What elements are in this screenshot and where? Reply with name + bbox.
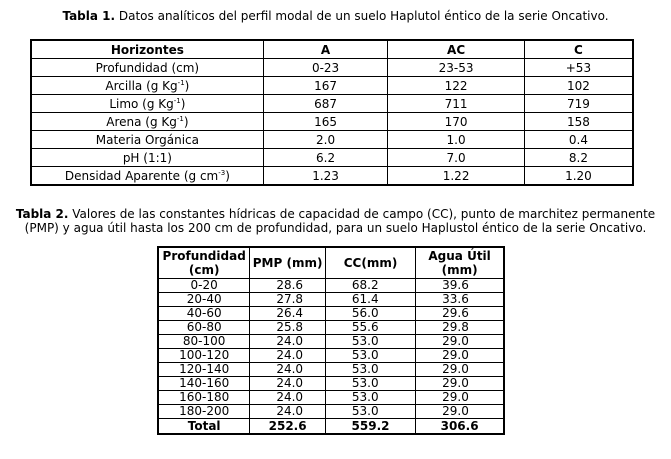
table2-cell-cc: 68.2	[325, 279, 415, 293]
table2-row	[158, 335, 504, 349]
table1-property-label-end: )	[180, 96, 186, 111]
table1-cell-ac: 1.22	[388, 167, 525, 186]
table1-caption-text: Datos analíticos del perfil modal de un suelo Haplutol éntico de la serie Oncativo.	[115, 9, 609, 23]
table1-property-label: Arena (g Kg	[106, 114, 177, 129]
table2-total-pmp: 252.6	[250, 419, 326, 435]
table1-property-label: Arcilla (g Kg	[105, 78, 178, 93]
table1-property-label: Limo (g Kg	[109, 96, 174, 111]
table2-cell-pmp: 24.0	[250, 363, 326, 377]
table2-header-cc: CC(mm)	[325, 247, 415, 279]
table2-cell-cc: 55.6	[325, 321, 415, 335]
table1-cell-c: 102	[524, 77, 633, 95]
table1-cell-c: 1.20	[524, 167, 633, 186]
table1-cell-property	[31, 113, 263, 131]
table1-cell-a: 2.0	[263, 131, 388, 149]
table1-cell-a: 165	[263, 113, 388, 131]
table2-total-label: Total	[158, 419, 250, 435]
table2-caption-text: Valores de las constantes hídricas de capacidad de campo (CC), punto de marchitez permanente (PMP) y agua útil hasta los 200 cm de profundidad, para un suelo Haplustol éntico de la serie Oncativo.	[24, 207, 656, 235]
table1-property-label: Densidad Aparente (g cm	[64, 168, 219, 183]
table1-cell-ac: 7.0	[388, 149, 525, 167]
table2-row	[158, 363, 504, 377]
table2-cell-profundidad: 140-160	[158, 377, 250, 391]
table1-row	[31, 131, 633, 149]
table1-cell-a: 1.23	[263, 167, 388, 186]
table1-property-label-end: )	[184, 78, 190, 93]
table1-cell-a: 167	[263, 77, 388, 95]
table2-header-profundidad: Profundidad (cm)	[158, 247, 250, 279]
table1-row	[31, 167, 633, 186]
table2-cell-pmp: 24.0	[250, 349, 326, 363]
table2-cell-profundidad: 160-180	[158, 391, 250, 405]
table1-cell-property	[31, 131, 263, 149]
table1-cell-ac: 1.0	[388, 131, 525, 149]
table2-caption-label: Tabla 2.	[15, 207, 69, 221]
table2-cell-agua-util: 33.6	[416, 293, 504, 307]
table1-cell-ac: 711	[388, 95, 525, 113]
table2-header-agua-util: Agua Útil (mm)	[416, 247, 504, 279]
table1-body	[31, 59, 633, 186]
table1-header-ac: AC	[388, 40, 525, 59]
table2-header-row	[158, 247, 504, 279]
table2-row	[158, 307, 504, 321]
table2-row	[158, 377, 504, 391]
table1-cell-a: 687	[263, 95, 388, 113]
table2-row	[158, 405, 504, 419]
table2-row	[158, 349, 504, 363]
table1-property-unit-exponent: -3	[218, 168, 226, 177]
table2-cell-profundidad: 180-200	[158, 405, 250, 419]
water-constants-table	[157, 246, 505, 435]
table1-header-row	[31, 40, 633, 59]
table2-cell-pmp: 24.0	[250, 377, 326, 391]
table2-cell-cc: 53.0	[325, 335, 415, 349]
table1-property-label-end: )	[225, 168, 230, 183]
table2-cell-agua-util: 29.0	[416, 349, 504, 363]
table2-row	[158, 391, 504, 405]
table1-property-label: Materia Orgánica	[95, 132, 200, 147]
table1-row	[31, 149, 633, 167]
table1-row	[31, 113, 633, 131]
table1-cell-ac: 23-53	[388, 59, 525, 77]
table2-cell-profundidad: 40-60	[158, 307, 250, 321]
table1-row	[31, 77, 633, 95]
table2-header-pmp: PMP (mm)	[250, 247, 326, 279]
table2-cell-cc: 53.0	[325, 405, 415, 419]
table1-cell-property	[31, 167, 263, 186]
table2-body	[158, 279, 504, 419]
table1-cell-c: 158	[524, 113, 633, 131]
table2-cell-agua-util: 29.0	[416, 391, 504, 405]
table1-cell-a: 0-23	[263, 59, 388, 77]
table1-header-a: A	[263, 40, 388, 59]
table1-property-label: Profundidad (cm)	[95, 60, 200, 75]
table2-cell-profundidad: 0-20	[158, 279, 250, 293]
table1-property-unit-exponent: -1	[176, 114, 184, 123]
table1-caption	[0, 9, 671, 23]
table2-row	[158, 293, 504, 307]
table2-cell-agua-util: 29.6	[416, 307, 504, 321]
table2-total-agua-util: 306.6	[416, 419, 504, 435]
table2-cell-cc: 53.0	[325, 363, 415, 377]
table1-property-unit-exponent: -1	[177, 78, 185, 87]
table2-caption	[6, 207, 665, 235]
table1-cell-c: 0.4	[524, 131, 633, 149]
table2-cell-agua-util: 39.6	[416, 279, 504, 293]
table2-cell-agua-util: 29.0	[416, 405, 504, 419]
table2-cell-cc: 53.0	[325, 391, 415, 405]
table1-row	[31, 95, 633, 113]
table1-property-label-end: )	[183, 114, 189, 129]
table1-cell-c: 8.2	[524, 149, 633, 167]
table2-cell-profundidad: 120-140	[158, 363, 250, 377]
table2-row	[158, 279, 504, 293]
table2-cell-cc: 61.4	[325, 293, 415, 307]
table2-cell-pmp: 28.6	[250, 279, 326, 293]
table1-header-c: C	[524, 40, 633, 59]
table2-cell-agua-util: 29.0	[416, 363, 504, 377]
table1-property-unit-exponent: -1	[173, 96, 181, 105]
table1-row	[31, 59, 633, 77]
table1-cell-property	[31, 149, 263, 167]
table2-cell-pmp: 24.0	[250, 335, 326, 349]
table2-cell-profundidad: 20-40	[158, 293, 250, 307]
table2-cell-pmp: 25.8	[250, 321, 326, 335]
table2-cell-pmp: 26.4	[250, 307, 326, 321]
table2-cell-profundidad: 60-80	[158, 321, 250, 335]
table2-total-row	[158, 419, 504, 435]
table2-cell-pmp: 27.8	[250, 293, 326, 307]
table1-header-horizontes: Horizontes	[31, 40, 263, 59]
table1-cell-property	[31, 77, 263, 95]
table2-cell-profundidad: 100-120	[158, 349, 250, 363]
table2-cell-profundidad: 80-100	[158, 335, 250, 349]
table2-cell-agua-util: 29.0	[416, 377, 504, 391]
table2-cell-cc: 56.0	[325, 307, 415, 321]
table1-cell-property	[31, 95, 263, 113]
table2-cell-cc: 53.0	[325, 377, 415, 391]
table1-caption-label: Tabla 1.	[62, 9, 116, 23]
table2-total-cc: 559.2	[325, 419, 415, 435]
table1-cell-property	[31, 59, 263, 77]
table2-cell-agua-util: 29.8	[416, 321, 504, 335]
table1-cell-ac: 170	[388, 113, 525, 131]
table2-cell-pmp: 24.0	[250, 405, 326, 419]
table2-row	[158, 321, 504, 335]
table1-cell-ac: 122	[388, 77, 525, 95]
soil-profile-table	[30, 39, 634, 186]
table1-cell-c: 719	[524, 95, 633, 113]
table1-cell-a: 6.2	[263, 149, 388, 167]
table2-cell-agua-util: 29.0	[416, 335, 504, 349]
table2-cell-pmp: 24.0	[250, 391, 326, 405]
table1-property-label: pH (1:1)	[122, 150, 172, 165]
table2-cell-cc: 53.0	[325, 349, 415, 363]
table1-cell-c: +53	[524, 59, 633, 77]
